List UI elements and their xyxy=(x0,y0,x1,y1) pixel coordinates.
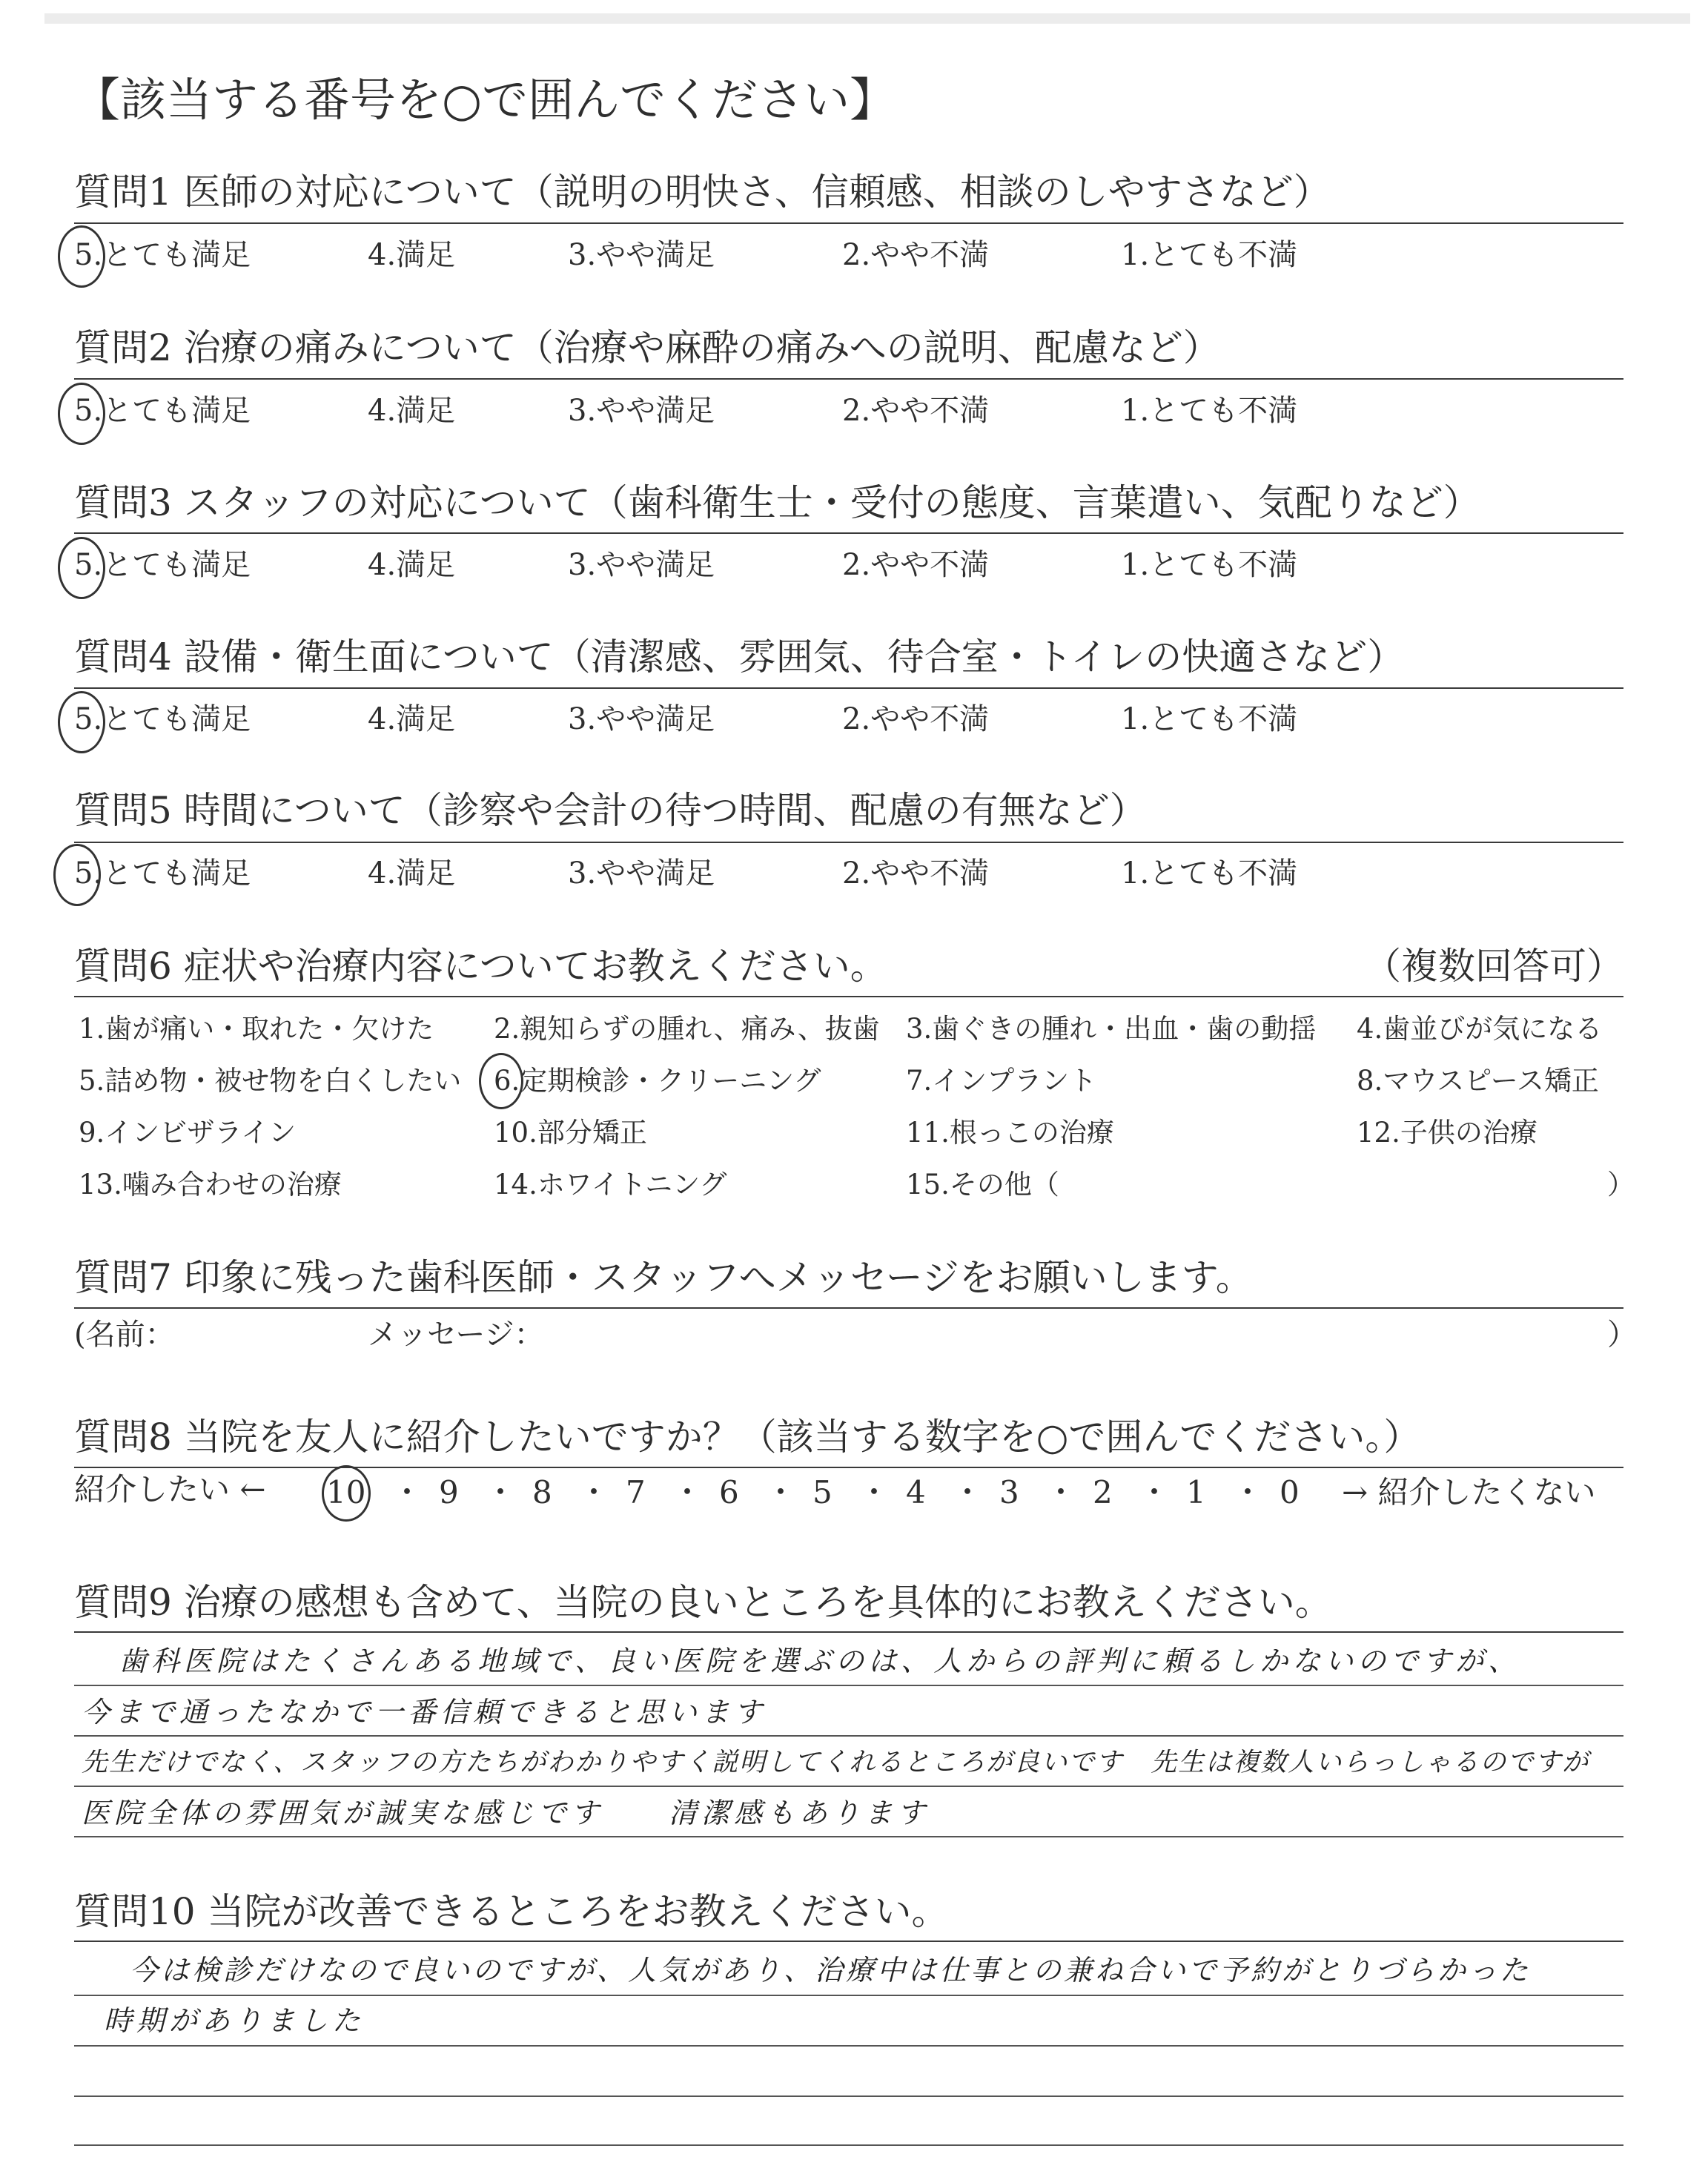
q9-line xyxy=(74,1735,1623,1737)
q2-option-5[interactable]: 5.とても満足 xyxy=(74,394,251,428)
q9-answer-line: 医院全体の雰囲気が誠実な感じです 清潔感もあります xyxy=(82,1797,930,1829)
q2-selected-circle xyxy=(58,383,105,445)
q6-option[interactable]: 5.詰め物・被せ物を白くしたい xyxy=(79,1065,462,1097)
q3-option-3[interactable]: 3.やや満足 xyxy=(568,548,715,582)
q1-option-5[interactable]: 5.とても満足 xyxy=(74,238,251,272)
q7-label: 質問7 印象に残った歯科医師・スタッフへメッセージをお願いします。 xyxy=(74,1256,1253,1299)
q6-label: 質問6 症状や治療内容についてお教えください。 xyxy=(74,945,887,988)
q8-dot: ・ xyxy=(578,1474,610,1510)
q6-option[interactable]: 4.歯並びが気になる xyxy=(1357,1013,1603,1045)
q6-selected-circle xyxy=(479,1053,523,1109)
q8-dot: ・ xyxy=(1045,1474,1077,1510)
q10-line xyxy=(74,2144,1623,2146)
q8-scale xyxy=(74,1468,266,1511)
q6-option[interactable]: 9.インビザライン xyxy=(79,1117,297,1149)
q6-option[interactable]: 10.部分矯正 xyxy=(494,1117,647,1149)
q1-rule xyxy=(74,222,1623,224)
q5-label: 質問5 時間について（診察や会計の待つ時間、配慮の有無など） xyxy=(74,789,1147,832)
q9-line xyxy=(74,1685,1623,1686)
q10-line xyxy=(74,1995,1623,1996)
q6-multiple-note: （複数回答可） xyxy=(1364,945,1623,988)
q8-right-label: → 紹介したくない xyxy=(1342,1474,1596,1510)
q6-option-other[interactable]: 15.その他（ xyxy=(906,1169,1059,1200)
q8-dot: ・ xyxy=(952,1474,984,1510)
q1-option-2[interactable]: 2.やや不満 xyxy=(842,238,990,272)
q6-option[interactable]: 14.ホワイトニング xyxy=(494,1169,727,1200)
q6-option[interactable]: 12.子供の治療 xyxy=(1357,1117,1537,1149)
q8-value[interactable]: 0 xyxy=(1280,1474,1300,1510)
q8-value[interactable]: 3 xyxy=(999,1474,1019,1510)
q5-selected-circle xyxy=(53,844,101,906)
q8-value[interactable]: 7 xyxy=(626,1474,646,1510)
q10-label: 質問10 当院が改善できるところをお教えください。 xyxy=(74,1890,949,1933)
q8-dot: ・ xyxy=(1139,1474,1171,1510)
q7-close: ） xyxy=(1607,1318,1637,1352)
q5-option-2[interactable]: 2.やや不満 xyxy=(842,856,990,891)
q1-selected-circle xyxy=(58,225,105,288)
q3-label: 質問3 スタッフの対応について（歯科衛生士・受付の態度、言葉遣い、気配りなど） xyxy=(74,481,1480,524)
q9-rule xyxy=(74,1631,1623,1633)
q1-label: 質問1 医師の対応について（説明の明快さ、信頼感、相談のしやすさなど） xyxy=(74,171,1331,214)
q9-answer-line: 歯科医院はたくさんある地域で、良い医院を選ぶのは、人からの評判に頼るしかないのですが、 xyxy=(119,1645,1521,1677)
q8-dot: ・ xyxy=(672,1474,704,1510)
q1-option-1[interactable]: 1.とても不満 xyxy=(1121,238,1298,272)
q4-rule xyxy=(74,687,1623,689)
q4-option-1[interactable]: 1.とても不満 xyxy=(1121,702,1298,736)
q2-label: 質問2 治療の痛みについて（治療や麻酔の痛みへの説明、配慮など） xyxy=(74,326,1220,369)
q8-value[interactable]: 10 xyxy=(326,1474,366,1510)
q3-rule xyxy=(74,532,1623,534)
q8-dot: ・ xyxy=(765,1474,797,1510)
q8-value[interactable]: 6 xyxy=(719,1474,739,1510)
form-title: 【該当する番号を○で囲んでください】 xyxy=(74,73,896,127)
q9-answer-line: 今まで通ったなかで一番信頼できると思います xyxy=(82,1696,767,1728)
q4-option-3[interactable]: 3.やや満足 xyxy=(568,702,715,736)
q6-option[interactable]: 7.インプラント xyxy=(906,1065,1097,1097)
q6-other-close: ） xyxy=(1607,1169,1635,1200)
q6-option[interactable]: 2.親知らずの腫れ、痛み、抜歯 xyxy=(494,1013,880,1045)
q4-option-2[interactable]: 2.やや不満 xyxy=(842,702,990,736)
q3-option-1[interactable]: 1.とても不満 xyxy=(1121,548,1298,582)
q6-option[interactable]: 3.歯ぐきの腫れ・出血・歯の動揺 xyxy=(906,1013,1317,1045)
q8-selected-circle xyxy=(322,1465,371,1522)
q8-dot: ・ xyxy=(1232,1474,1264,1510)
q8-value[interactable]: 9 xyxy=(439,1474,459,1510)
q8-label: 質問8 当院を友人に紹介したいですか？（該当する数字を○で囲んでください。） xyxy=(74,1416,1421,1459)
scan-edge xyxy=(44,13,1690,24)
q10-rule xyxy=(74,1941,1623,1942)
q10-answer-line: 今は検診だけなので良いのですが、人気があり、治療中は仕事との兼ね合いで予約がとりづらかった xyxy=(130,1954,1532,1986)
q5-option-5[interactable]: 5.とても満足 xyxy=(74,856,251,891)
q2-option-1[interactable]: 1.とても不満 xyxy=(1121,394,1298,428)
q10-answer-line: 時期がありました xyxy=(104,2004,365,2037)
q3-option-2[interactable]: 2.やや不満 xyxy=(842,548,990,582)
q4-option-4[interactable]: 4.満足 xyxy=(368,702,456,736)
q8-value[interactable]: 1 xyxy=(1186,1474,1206,1510)
q6-option[interactable]: 13.噛み合わせの治療 xyxy=(79,1169,342,1200)
q10-line xyxy=(74,2045,1623,2047)
q8-value[interactable]: 4 xyxy=(906,1474,926,1510)
q2-option-2[interactable]: 2.やや不満 xyxy=(842,394,990,428)
q5-rule xyxy=(74,842,1623,843)
q2-option-4[interactable]: 4.満足 xyxy=(368,394,456,428)
q8-value[interactable]: 5 xyxy=(812,1474,833,1510)
q4-option-5[interactable]: 5.とても満足 xyxy=(74,702,251,736)
q8-value[interactable]: 2 xyxy=(1093,1474,1113,1510)
q10-line xyxy=(74,2095,1623,2097)
q8-dot: ・ xyxy=(858,1474,890,1510)
q8-rule xyxy=(74,1467,1623,1468)
q5-option-1[interactable]: 1.とても不満 xyxy=(1121,856,1298,891)
q6-option[interactable]: 11.根っこの治療 xyxy=(906,1117,1114,1149)
q2-option-3[interactable]: 3.やや満足 xyxy=(568,394,715,428)
q6-option[interactable]: 6.定期検診・クリーニング xyxy=(494,1065,821,1097)
q9-answer-line: 先生だけでなく、スタッフの方たちがわかりやすく説明してくれるところが良いです 先生は複数人いらっしゃるのですが xyxy=(82,1748,1590,1777)
q6-rule xyxy=(74,996,1623,997)
q4-selected-circle xyxy=(58,691,105,753)
q9-line xyxy=(74,1836,1623,1837)
q5-option-3[interactable]: 3.やや満足 xyxy=(568,856,715,891)
q7-rule xyxy=(74,1307,1623,1309)
q2-rule xyxy=(74,378,1623,380)
q9-line xyxy=(74,1786,1623,1787)
q9-label: 質問9 治療の感想も含めて、当院の良いところを具体的にお教えください。 xyxy=(74,1581,1332,1624)
q5-option-4[interactable]: 4.満足 xyxy=(368,856,456,891)
q8-value[interactable]: 8 xyxy=(532,1474,552,1510)
q3-option-4[interactable]: 4.満足 xyxy=(368,548,456,582)
q4-label: 質問4 設備・衛生面について（清潔感、雰囲気、待合室・トイレの快適さなど） xyxy=(74,635,1405,678)
q3-option-5[interactable]: 5.とても満足 xyxy=(74,548,251,582)
q6-option[interactable]: 1.歯が痛い・取れた・欠けた xyxy=(79,1013,434,1045)
q3-selected-circle xyxy=(58,537,105,599)
q6-option[interactable]: 8.マウスピース矯正 xyxy=(1357,1065,1599,1097)
q8-dot: ・ xyxy=(391,1474,423,1510)
q7-name-label[interactable]: (名前： xyxy=(74,1318,175,1352)
q1-option-4[interactable]: 4.満足 xyxy=(368,238,456,272)
q8-dot: ・ xyxy=(485,1474,517,1510)
q8-left-label: 紹介したい ← xyxy=(74,1471,266,1507)
q7-message-label[interactable]: メッセージ： xyxy=(368,1318,544,1352)
q1-option-3[interactable]: 3.やや満足 xyxy=(568,238,715,272)
